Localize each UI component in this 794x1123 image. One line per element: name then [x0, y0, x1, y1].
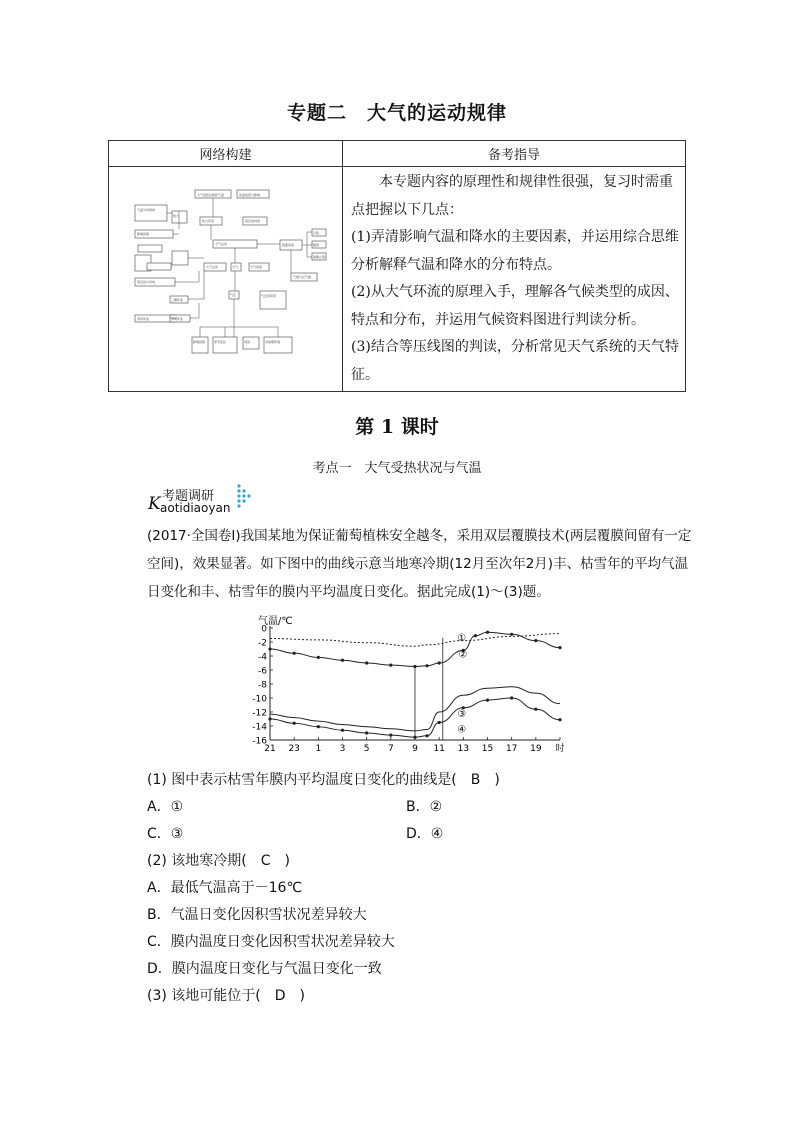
svg-text:判读: 判读 — [244, 340, 251, 344]
svg-text:大气: 大气 — [232, 265, 239, 269]
svg-text:大气受热过程和气温: 大气受热过程和气温 — [197, 193, 225, 197]
svg-text:对地理环境: 对地理环境 — [265, 340, 281, 344]
svg-text:热力环流: 热力环流 — [202, 219, 215, 223]
svg-text:暖锋: 暖锋 — [313, 243, 320, 247]
data-point — [389, 734, 392, 737]
data-point — [425, 734, 428, 737]
svg-text:天气系统: 天气系统 — [250, 265, 263, 269]
series-label-1: ① — [457, 632, 467, 644]
y-tick-label: -12 — [252, 708, 267, 719]
question-2-option-a[interactable]: A．最低气温高于－16℃ — [147, 880, 303, 896]
svg-text:影响因素: 影响因素 — [193, 340, 206, 344]
y-tick-label: -4 — [258, 652, 267, 663]
data-point — [425, 664, 428, 667]
x-tick-label: 1 — [315, 744, 322, 754]
question-3-stem: (3) 该地可能位于( D ) — [147, 988, 305, 1004]
mindmap-node — [138, 245, 162, 252]
svg-text:气旋与反气旋: 气旋与反气旋 — [293, 275, 312, 279]
x-tick-label: 7 — [387, 744, 394, 754]
svg-text:气压带风带: 气压带风带 — [261, 294, 277, 298]
data-point — [486, 699, 489, 702]
data-point — [268, 717, 271, 720]
intro-paragraph — [147, 522, 692, 606]
svg-text:气压: 气压 — [230, 293, 237, 297]
x-tick-label: 19 — [530, 744, 542, 754]
temperature-chart — [250, 614, 570, 756]
question-2-stem: (2) 该地寒冷期( C ) — [147, 853, 290, 869]
svg-text:锋面系统: 锋面系统 — [282, 243, 295, 247]
table-header-network: 网络构建 — [109, 141, 343, 167]
svg-text:大气运动: 大气运动 — [215, 242, 228, 246]
x-tick-label: 21 — [264, 744, 276, 754]
y-tick-label: -10 — [252, 694, 267, 705]
x-tick-label: 23 — [288, 744, 300, 754]
svg-text:逆温成因与影响: 逆温成因与影响 — [239, 193, 261, 197]
mindmap-node — [147, 263, 171, 270]
data-point — [486, 631, 489, 634]
kaoti-label: 考题调研 — [162, 489, 215, 504]
data-point — [413, 736, 416, 739]
data-point — [558, 718, 561, 721]
y-tick-label: -16 — [252, 736, 267, 747]
x-tick-label: 13 — [457, 744, 470, 754]
table-header-guide: 备考指导 — [343, 141, 686, 167]
data-point — [534, 708, 537, 711]
data-point — [413, 665, 416, 668]
svg-text:三圈环流: 三圈环流 — [171, 298, 184, 302]
lesson-title: 第 1 课时 — [355, 416, 439, 438]
series-line-1 — [270, 634, 560, 647]
svg-text:季风环流: 季风环流 — [137, 317, 150, 321]
guide-point-2: (2)从大气环流的原理入手，理解各气候类型的成因、特点和分布，并运用气候资料图进行判读分析。 — [351, 284, 679, 328]
series-label-2: ② — [458, 649, 468, 661]
x-tick-label: 时 — [555, 744, 565, 754]
data-point — [438, 721, 441, 724]
guide-point-1: (1)弄清影响气温和降水的主要因素，并运用综合思维分析解释气温和降水的分布特点。 — [351, 229, 679, 273]
question-1-option-d[interactable]: D．④ — [406, 826, 444, 842]
guide-intro: 本专题内容的原理性和规律性很强，复习时需重点把握以下几点： — [351, 174, 673, 218]
y-tick-label: -8 — [258, 680, 267, 691]
x-tick-label: 11 — [433, 744, 445, 754]
data-point — [365, 731, 368, 734]
question-2-option-d[interactable]: D．膜内温度日变化与气温日变化一致 — [147, 961, 382, 977]
x-tick-label: 17 — [505, 744, 518, 754]
x-tick-label: 9 — [412, 744, 418, 754]
question-2-option-c[interactable]: C．膜内温度日变化因积雪状况差异较大 — [147, 934, 395, 950]
guide-cell — [343, 167, 686, 392]
guide-point-3: (3)结合等压线图的判读，分析常见天气系统的天气特征。 — [351, 339, 679, 383]
x-tick-label: 15 — [481, 744, 494, 754]
question-1-option-b[interactable]: B．② — [406, 799, 443, 815]
y-axis-label: 气温/℃ — [258, 616, 293, 627]
overview-table — [108, 140, 686, 392]
data-point — [510, 696, 513, 699]
y-tick-label: -14 — [252, 722, 267, 733]
chevron-right-icon — [236, 483, 258, 509]
data-point — [534, 639, 537, 642]
question-1-stem: (1) 图中表示枯雪年膜内平均温度日变化的曲线是( B ) — [147, 772, 500, 788]
section-title: 考点一 大气受热状况与气温 — [312, 461, 482, 476]
question-1-option-c[interactable]: C．③ — [147, 826, 184, 842]
svg-text:季风环流: 季风环流 — [171, 317, 184, 321]
svg-text:冷锋: 冷锋 — [313, 231, 320, 235]
series-label-4: ④ — [457, 724, 467, 736]
y-tick-label: -6 — [258, 666, 267, 677]
data-point — [474, 634, 477, 637]
intro-text: (2017·全国卷Ⅰ)我国某地为保证葡萄植株安全越冬，采用双层覆膜技术(两层覆膜间留有一定空间)，效果显著。如下图中的曲线示意当地寒冷期(12月至次年2月)丰、枯雪年的平均气温日变化和丰、枯雪年的膜内平均温度日变化。据此完成(1)～(3)题。 — [147, 528, 692, 600]
data-point — [293, 652, 296, 655]
question-2-option-b[interactable]: B．气温日变化因积雪状况差异较大 — [147, 907, 367, 923]
svg-text:影响因素: 影响因素 — [137, 232, 150, 236]
series-line-2 — [270, 632, 560, 666]
mindmap-diagram — [109, 167, 342, 385]
mindmap-node — [172, 251, 188, 265]
page-title: 专题二 大气的运动规律 — [286, 102, 507, 124]
data-point — [268, 647, 271, 650]
data-point — [293, 722, 296, 725]
question-1-option-a[interactable]: A．① — [147, 799, 184, 815]
svg-text:等压线与风向: 等压线与风向 — [137, 280, 156, 284]
y-tick-label: -2 — [258, 638, 267, 649]
data-point — [317, 725, 320, 728]
y-axis — [252, 625, 273, 747]
mindmap-cell — [109, 167, 343, 392]
data-point — [365, 661, 368, 664]
svg-text:等压线判读: 等压线判读 — [245, 219, 261, 223]
kaoti-pinyin: aotidiaoyan — [160, 501, 231, 515]
data-point — [389, 664, 392, 667]
kaoti-pinyin-k: K — [148, 494, 161, 514]
x-tick-label: 3 — [339, 744, 346, 754]
data-point — [438, 661, 441, 664]
svg-text:季节变化: 季节变化 — [214, 340, 227, 344]
data-point — [558, 646, 561, 649]
svg-text:气温分布规律: 气温分布规律 — [137, 208, 156, 212]
series-labels — [457, 633, 467, 736]
y-tick-label: 0 — [261, 624, 267, 635]
svg-text:热力: 热力 — [173, 214, 180, 218]
svg-text:大气运动: 大气运动 — [206, 265, 219, 269]
data-point — [341, 659, 344, 662]
data-point — [341, 729, 344, 732]
data-point — [317, 656, 320, 659]
svg-text:准静止锋: 准静止锋 — [313, 255, 326, 259]
x-tick-label: 5 — [363, 744, 370, 754]
series-label-3: ③ — [457, 709, 467, 721]
data-point — [510, 633, 513, 636]
